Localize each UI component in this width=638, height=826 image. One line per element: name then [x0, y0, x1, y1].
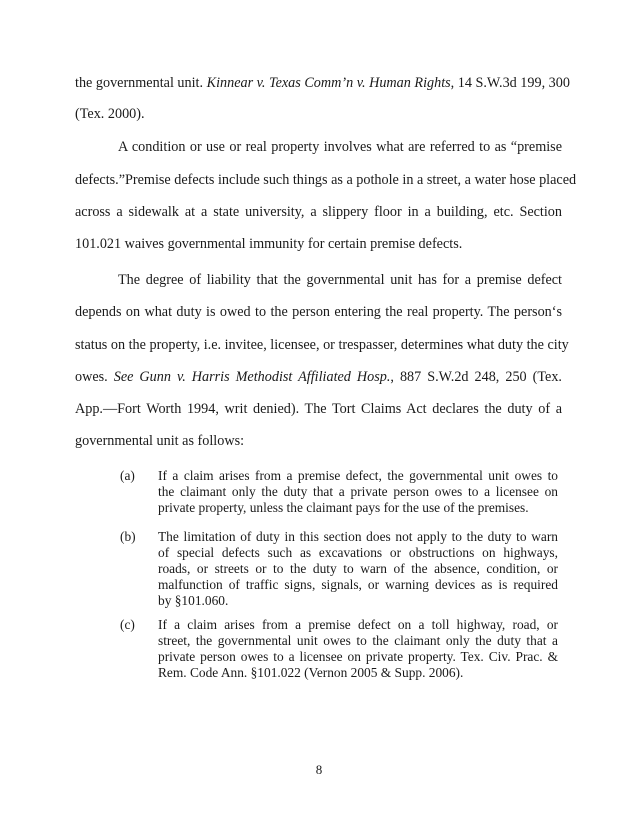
text-line: status on the property, i.e. invitee, licensee, or trespasser, determines what duty the city — [75, 337, 569, 353]
text-line: depends on what duty is owed to the person entering the real property. The person‘s — [75, 304, 562, 320]
quote-text: If a claim arises from a premise defect on a toll highway, road, or street, the governmental unit owes to the claimant only the duty that a private person owes to a licensee on private property. Tex. Civ. Prac. & Rem. Code Ann. §101.022 (Vernon 2005 & Supp. 2006). — [158, 617, 558, 680]
text-line: governmental unit as follows: — [75, 433, 245, 449]
item-label: (b) — [120, 529, 136, 544]
quote-text: The limitation of duty in this section does not apply to the duty to warn of special defects such as excavations or obstructions on highways, roads, or streets or to the duty to warn of the absence, condition, or malfunction of traffic signs, signals, or warning devices as is required by §101.060. — [158, 529, 558, 608]
item-label: (c) — [120, 617, 135, 632]
text-line: 101.021 waives governmental immunity for certain premise defects. — [75, 236, 463, 252]
text-line: across a sidewalk at a state university, a slippery floor in a building, etc. Section — [75, 204, 562, 220]
text-line: The degree of liability that the governmental unit has for a premise defect — [118, 272, 562, 288]
text-line: the governmental unit. Kinnear v. Texas Comm’n v. Human Rights, 14 S.W.3d 199, 300 — [75, 75, 570, 91]
text-line: App.—Fort Worth 1994, writ denied). The Tort Claims Act declares the duty of a — [75, 401, 562, 417]
quote-item — [0, 529, 638, 611]
case-citation: See Gunn v. Harris Methodist Affiliated Hosp. — [113, 369, 391, 385]
text-line: owes. See Gunn v. Harris Methodist Affiliated Hosp., 887 S.W.2d 248, 250 (Tex. — [75, 369, 562, 385]
quote-item — [0, 617, 638, 683]
quote-item — [0, 468, 638, 518]
case-citation: Kinnear v. Texas Comm’n v. Human Rights — [206, 75, 451, 91]
item-label: (a) — [120, 468, 135, 483]
page-number: 8 — [315, 762, 323, 777]
quote-text: If a claim arises from a premise defect, the governmental unit owes to the claimant only the duty that a private person owes to a licensee on private property, unless the claimant pays for the use of the premises. — [158, 468, 558, 515]
text-line: defects.”Premise defects include such things as a pothole in a street, a water hose placed — [75, 172, 577, 188]
text-line: (Tex. 2000). — [75, 106, 145, 122]
text-line: A condition or use or real property involves what are referred to as “premise — [118, 139, 562, 155]
